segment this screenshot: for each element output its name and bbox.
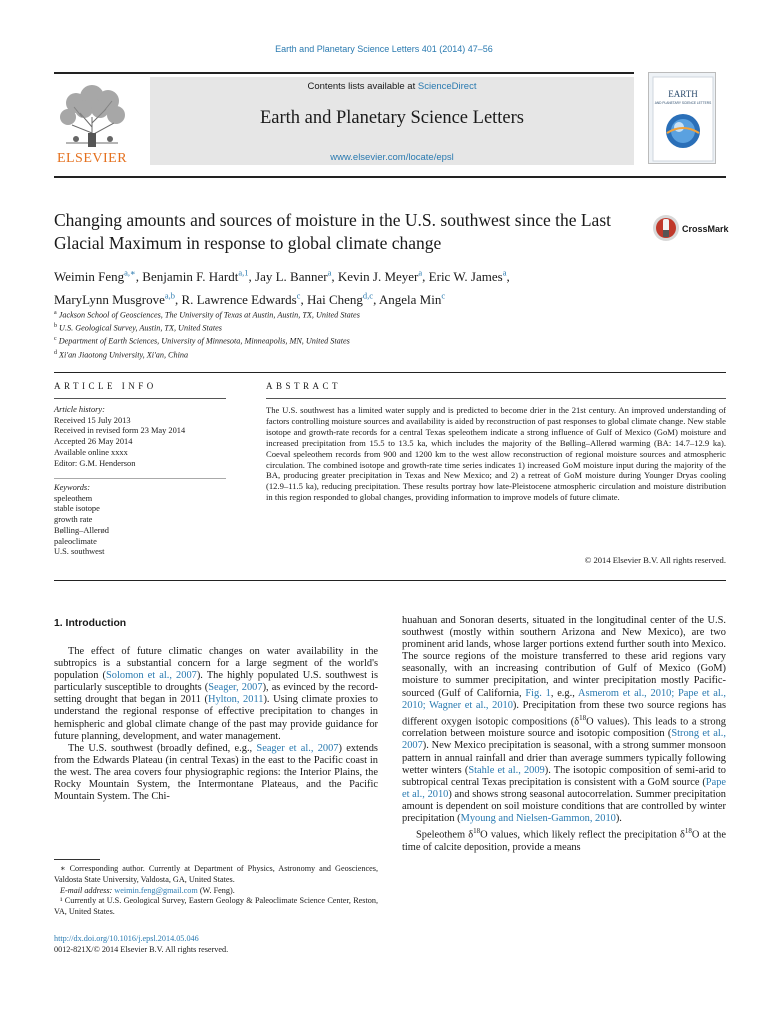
keyword: stable isotope bbox=[54, 504, 100, 514]
history-item: Accepted 26 May 2014 bbox=[54, 437, 133, 447]
author: Jay L. Banner$^a$, bbox=[255, 268, 338, 285]
body-column-right bbox=[402, 615, 726, 854]
footnote-email: E-mail address: weimin.feng@gmail.com (W. Feng). bbox=[60, 885, 235, 895]
author: Angela Min$^c$ bbox=[378, 290, 446, 307]
front-matter-end-rule bbox=[54, 580, 726, 581]
article-history bbox=[54, 405, 226, 469]
footnote-rule bbox=[54, 859, 100, 860]
email-link[interactable]: weimin.feng@gmail.com bbox=[114, 885, 198, 895]
citation-link[interactable]: Pape et al., 2010 bbox=[402, 776, 726, 800]
sciencedirect-link[interactable]: ScienceDirect bbox=[417, 81, 477, 92]
affiliation: $^c$ Department of Earth Sciences, University of Minnesota, Minneapolis, MN, United States bbox=[54, 336, 350, 347]
keyword: Bølling–Allerød bbox=[54, 525, 109, 535]
crossmark-label[interactable]: CrossMark bbox=[682, 224, 729, 234]
keyword: U.S. southwest bbox=[54, 547, 105, 557]
cover-subtitle: AND PLANETARY SCIENCE LETTERS bbox=[654, 101, 712, 105]
paragraph: Speleothem $\delta^{18}O$ values, which likely reflect the precipitation $\delta^{18}O$ at the time of calcite deposition, provide a means bbox=[402, 827, 726, 853]
journal-url-link[interactable]: www.elsevier.com/locate/epsl bbox=[330, 152, 454, 163]
keyword: growth rate bbox=[54, 515, 93, 525]
cover-title: EARTH bbox=[668, 89, 698, 99]
issn-line: 0012-821X/© 2014 Elsevier B.V. All rights reserved. bbox=[54, 944, 229, 954]
journal-reference[interactable]: Earth and Planetary Science Letters 401 (2014) 47–56 bbox=[275, 44, 493, 54]
affiliation: $^d$ Xi'an Jiaotong University, Xi'an, China bbox=[54, 349, 189, 360]
citation-link[interactable]: Fig. 1 bbox=[525, 687, 551, 699]
author: Kevin J. Meyer$^a$, bbox=[337, 268, 429, 285]
keywords-rule bbox=[54, 478, 226, 479]
history-item: Available online xxxx bbox=[54, 447, 128, 457]
footnote-1: ¹ Currently at U.S. Geological Survey, Eastern Geology & Paleoclimate Science Center, Reston, VA, United States. bbox=[54, 896, 378, 917]
affiliation: $^a$ Jackson School of Geosciences, The University of Texas at Austin, Austin, TX, United States bbox=[54, 310, 360, 320]
citation-link[interactable]: Stahle et al., 2009 bbox=[468, 764, 545, 776]
body-column-left bbox=[54, 646, 378, 803]
author-list bbox=[54, 264, 726, 309]
section-rule bbox=[54, 372, 726, 373]
cover-art bbox=[649, 73, 716, 164]
author: R. Lawrence Edwards$^c$, bbox=[181, 290, 307, 307]
citation-link[interactable]: Strong et al., 2007 bbox=[402, 728, 726, 752]
doi-block bbox=[54, 934, 228, 956]
author: Weimin Feng$^{a,∗}$, bbox=[54, 268, 143, 285]
affiliation: $^b$ U.S. Geological Survey, Austin, TX, United States bbox=[54, 323, 222, 333]
journal-name: Earth and Planetary Science Letters bbox=[259, 108, 525, 128]
article-info-rule bbox=[54, 398, 226, 399]
abstract-copyright: © 2014 Elsevier B.V. All rights reserved. bbox=[584, 555, 726, 565]
paragraph: The U.S. southwest (broadly defined, e.g., Seager et al., 2007) extends from the Edwards Plateau (in central Texas) in the east to the Pacific coast in the west. The area covers four physiographic regions: the Interior Plains, the Rocky Mountain System, the Intermontane Plateaus, and the Pacific Mountain System. The Chi- bbox=[54, 742, 378, 803]
citation-link[interactable]: Seager, 2007 bbox=[208, 682, 263, 694]
keyword: speleothem bbox=[54, 493, 93, 503]
article-info-heading: ARTICLE INFO bbox=[54, 381, 157, 391]
citation-link[interactable]: Hylton, 2011 bbox=[207, 694, 264, 706]
contents-line: Contents lists available at ScienceDirect bbox=[307, 81, 477, 92]
journal-cover-thumbnail bbox=[648, 72, 716, 164]
article-title: Changing amounts and sources of moisture in the U.S. southwest since the Last Glacial Maximum in response to global climate change bbox=[54, 210, 612, 253]
history-item: Received 15 July 2013 bbox=[54, 415, 131, 425]
history-item: Received in revised form 23 May 2014 bbox=[54, 426, 186, 436]
header-top-rule bbox=[54, 72, 634, 74]
section-heading-introduction: 1. Introduction bbox=[54, 618, 127, 629]
paragraph: The effect of future climatic changes on water availability in the subtropics is a substantial concern for a large segment of the world's population (Solomon et al., 2007). The highly populated U.S. southwest is particularly susceptible to droughts (Seager, 2007), as evinced by the record-setting drought that began in 2011 (Hylton, 2011). Using climate proxies to understand the regional response of effective precipitation to changes in hemispheric and global climate change of the past may provide guidance for future planning, development, and water management. bbox=[54, 646, 379, 742]
footnote-corresponding: ∗ Corresponding author. Currently at Department of Physics, Astronomy and Geosciences, Valdosta State University, Valdosta, GA, United States. bbox=[54, 864, 378, 884]
abstract-heading: ABSTRACT bbox=[266, 381, 342, 391]
citation-link[interactable]: Solomon et al., 2007 bbox=[106, 670, 197, 682]
history-item: Editor: G.M. Henderson bbox=[54, 458, 136, 468]
footnotes bbox=[54, 864, 378, 918]
author: Hai Cheng$^{d,c}$, bbox=[306, 290, 379, 307]
doi-link[interactable]: http://dx.doi.org/10.1016/j.epsl.2014.05.046 bbox=[54, 934, 199, 943]
author: Eric W. James$^a$, bbox=[428, 268, 510, 285]
header-bottom-rule bbox=[54, 176, 726, 178]
keyword: paleoclimate bbox=[54, 536, 97, 546]
author: MaryLynn Musgrove$^{a,b}$, bbox=[54, 290, 182, 307]
keywords bbox=[54, 483, 226, 558]
affiliations bbox=[54, 308, 726, 361]
history-label: Article history: bbox=[54, 405, 105, 414]
abstract-text: The U.S. southwest has a limited water supply and is predicted to become drier in the 21st century. An improved understanding of factors controlling moisture sources and availability is aided by reconstruction of past responses to global climate change. New stable isotope and growth-rate records for a central Texas speleothem indicate a strong influence of Gulf of Mexico (GoM) moisture and increased precipitation from 15.5 to 13.5 ka, which includes the majority of the Bølling–Allerød warming (BA: 14.7–12.9 ka). Coeval speleothem records from 900 and 1200 km to the west allow reconstruction of regional moisture sources and atmospheric circulation. The combined isotope and growth-rate time series indicates 1) increased GoM moisture input during the majority of the BA, producing greater precipitation in Texas and New Mexico; and 2) a retreat of GoM moisture during Younger Dryas cooling (12.9–11.5 ka), reducing precipitation. These results portray how late-Pleistocene atmospheric circulation and moisture distribution in this region responded to global changes, providing information to improve models of future climate. bbox=[266, 405, 726, 503]
paragraph: huahuan and Sonoran deserts, situated in the longitudinal center of the U.S. southwest (mostly within southern Arizona and New Mexico), are two prominent arid lands, whose larger portions extend further south into Mexico. The source regions of the moisture transferred to these arid regions vary seasonally, with an increasing contribution of Gulf of Mexico (GoM) moisture to summer precipitation, and winter precipitation mostly Pacific-sourced (Gulf of California, Fig. 1, e.g., Asmerom et al., 2010; Pape et al., 2010; Wagner et al., 2010). Precipitation from these two source regions has different oxygen isotopic compositions ($\delta^{18}O$ values). This leads to a strong correlation between moisture source and isotopic composition (Strong et al., 2007). New Mexico precipitation is seasonal, with a strong summer monsoon pattern in annual rainfall and drier than average summers typically following wetter winters (Stahle et al., 2009). The isotopic composition of semi-arid to subtropical central Texas precipitation is consistent with a GoM source (Pape et al., 2010) and shows strong seasonal autocorrelation. Summer precipitation amount is dependent on soil moisture conditions that are controlled by winter precipitation (Myoung and Nielsen-Gammon, 2010). bbox=[402, 615, 726, 824]
keywords-label: Keywords: bbox=[54, 483, 90, 492]
citation-link[interactable]: Seager et al., 2007 bbox=[256, 742, 339, 754]
author: Benjamin F. Hardt$^{a,1}$, bbox=[142, 268, 256, 285]
abstract-rule bbox=[266, 398, 726, 399]
citation-link[interactable]: Asmerom et al., 2010; Pape et al., 2010; Wagner et al., 2010 bbox=[402, 687, 726, 711]
citation-link[interactable]: Myoung and Nielsen-Gammon, 2010 bbox=[460, 812, 616, 824]
publisher-wordmark: ELSEVIER bbox=[56, 151, 128, 166]
